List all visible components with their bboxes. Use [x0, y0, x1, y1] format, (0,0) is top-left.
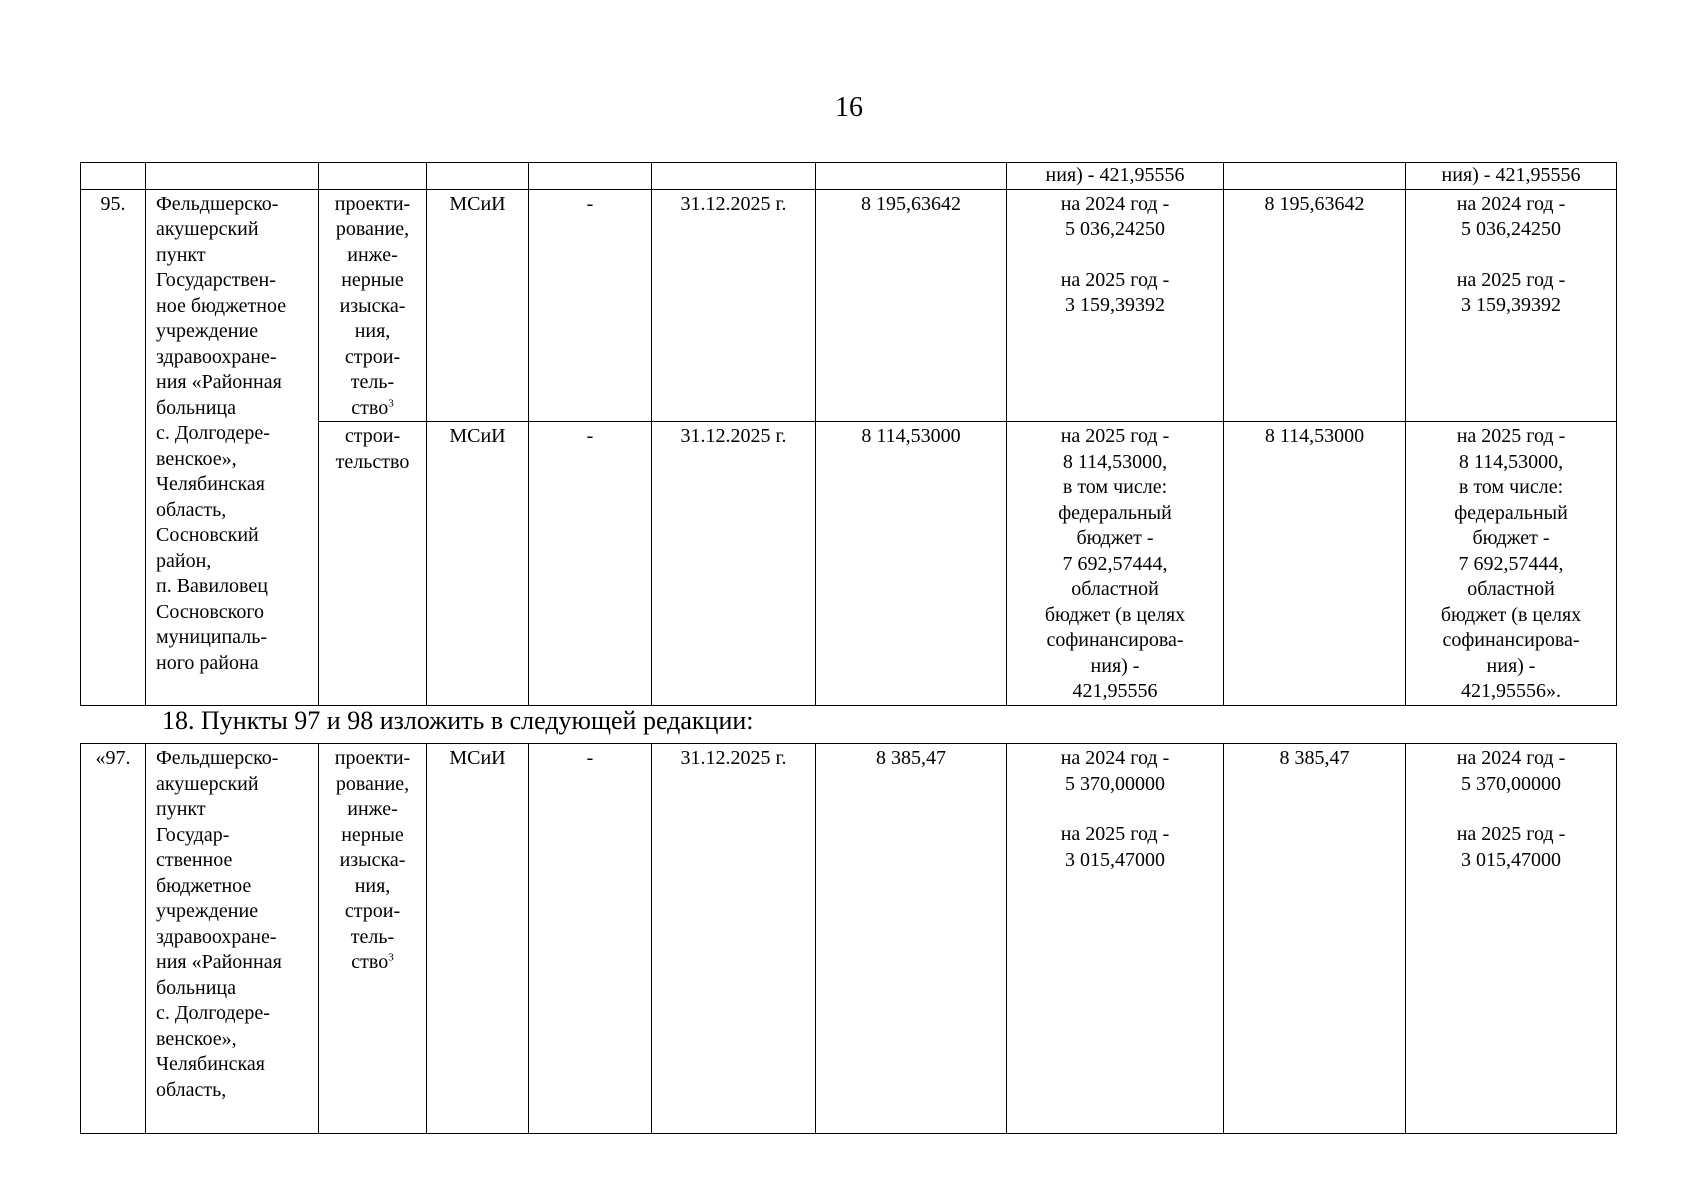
program-table-continued — [80, 162, 1617, 706]
total-cost: 8 195,63642 — [816, 189, 1007, 422]
table-row-95-part1 — [81, 189, 1617, 422]
deadline: 31.12.2025 г. — [652, 744, 816, 1134]
agency: МСиИ — [427, 422, 529, 706]
program-table-new — [80, 743, 1617, 1134]
agency: МСиИ — [427, 189, 529, 422]
row-number: 95. — [81, 189, 146, 705]
work-type: проекти- рование, инже- нерные изыска- ния, строи- тель- ство$^3$ — [319, 189, 427, 422]
object-name: Фельдшерско- акушерский пункт Государ- ственное бюджетное учреждение здравоохране- ния «Районная больница с. Долгодере- венское», Челябинская область, — [146, 744, 319, 1134]
continuation-row — [81, 163, 1617, 190]
dash-cell: - — [529, 189, 652, 422]
amendment-instruction: 18. Пункты 97 и 98 изложить в следующей редакции: — [162, 706, 754, 735]
work-type: проекти- рование, инже- нерные изыска- ния, строи- тель- ство$^3$ — [319, 744, 427, 1134]
footnote-mark: 3 — [388, 396, 394, 409]
row-number: «97. — [81, 744, 146, 1134]
work-type: строи- тельство — [319, 422, 427, 706]
dash-cell: - — [529, 422, 652, 706]
agency: МСиИ — [427, 744, 529, 1134]
continuation-funding-2: ния) - 421,95556 — [1406, 163, 1617, 190]
object-name: Фельдшерско- акушерский пункт Государствен- ное бюджетное учреждение здравоохране- ния «Районная больница с. Долгодере- венское», Челябинская область, Сосновский район, п. Вавиловец Сосновского муниципаль- ного района — [146, 189, 319, 705]
footnote-mark: 3 — [388, 951, 394, 964]
funding-schedule: на 2025 год - 8 114,53000, в том числе: федеральный бюджет - 7 692,57444, областной бюджет (в целях софинансирова- ния) - 421,95556 — [1007, 422, 1224, 706]
page-number: 16 — [835, 92, 863, 123]
funding-schedule-2: на 2024 год - 5 370,00000 на 2025 год - 3 015,47000 — [1406, 744, 1617, 1134]
dash-cell: - — [529, 744, 652, 1134]
total-cost-2: 8 114,53000 — [1224, 422, 1406, 706]
total-cost: 8 114,53000 — [816, 422, 1007, 706]
total-cost-2: 8 385,47 — [1224, 744, 1406, 1134]
funding-schedule: на 2024 год - 5 036,24250 на 2025 год - 3 159,39392 — [1007, 189, 1224, 422]
deadline: 31.12.2025 г. — [652, 422, 816, 706]
funding-schedule: на 2024 год - 5 370,00000 на 2025 год - 3 015,47000 — [1007, 744, 1224, 1134]
table-row-97 — [81, 744, 1617, 1134]
funding-schedule-2: на 2025 год - 8 114,53000, в том числе: федеральный бюджет - 7 692,57444, областной бюджет (в целях софинансирова- ния) - 421,95556». — [1406, 422, 1617, 706]
total-cost-2: 8 195,63642 — [1224, 189, 1406, 422]
deadline: 31.12.2025 г. — [652, 189, 816, 422]
funding-schedule-2: на 2024 год - 5 036,24250 на 2025 год - 3 159,39392 — [1406, 189, 1617, 422]
total-cost: 8 385,47 — [816, 744, 1007, 1134]
continuation-funding: ния) - 421,95556 — [1007, 163, 1224, 190]
